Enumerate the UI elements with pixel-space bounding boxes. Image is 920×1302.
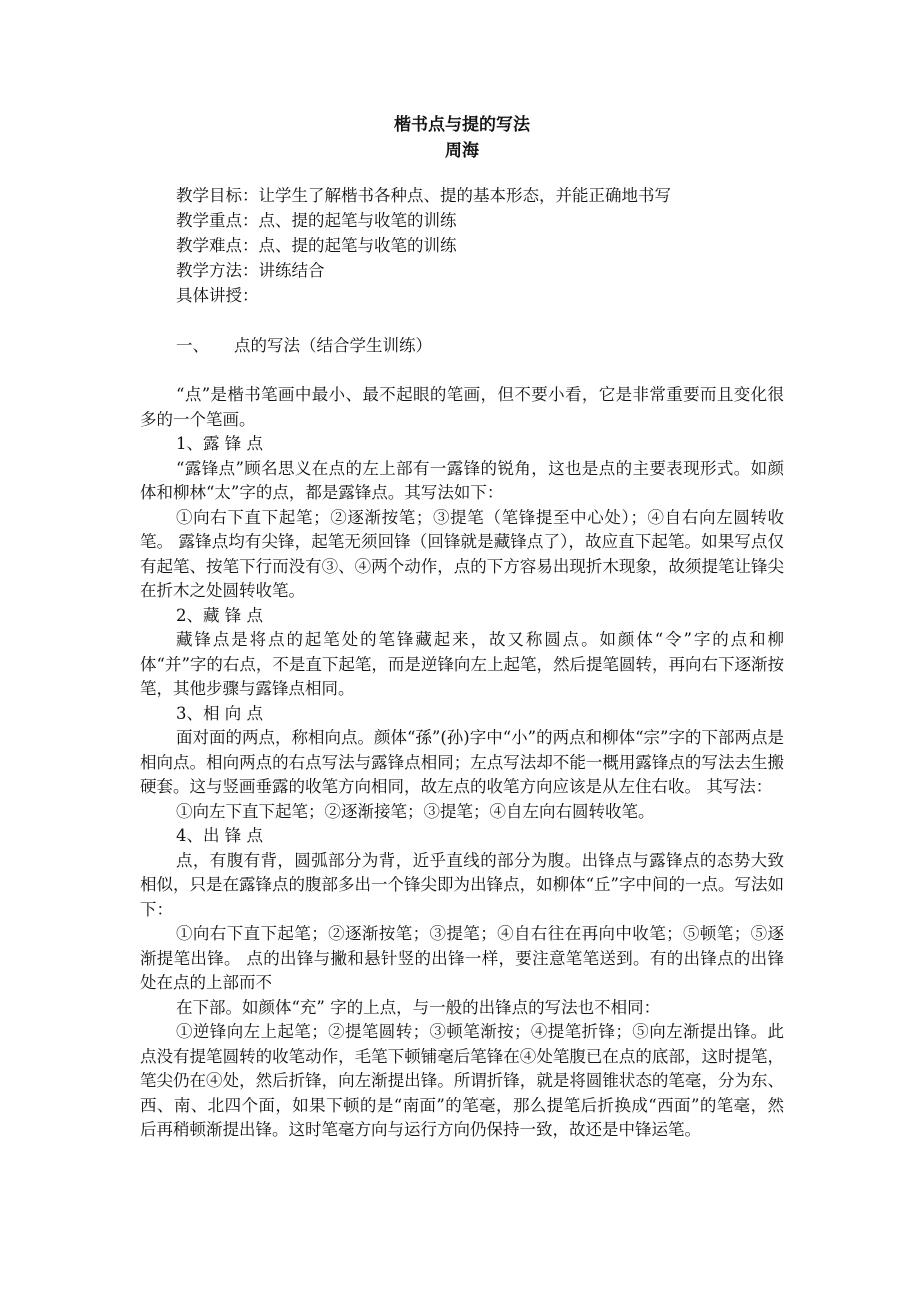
section-title: 点的写法（结合学生训练） <box>234 336 432 355</box>
paragraph: 藏锋点是将点的起笔处的笔锋藏起来，故又称圆点。如颜体“令”字的点和柳体“并”字的右点，不是直下起笔，而是逆锋向左上起笔，然后提笔圆转，再向右下逐渐按笔，其他步骤与露锋点相同。 <box>140 630 784 698</box>
paragraph: ①逆锋向左上起笔；②提笔圆转；③顿笔渐按；④提笔折锋；⑤向左渐提出锋。此点没有提笔圆转的收笔动作，毛笔下顿铺毫后笔锋在④处笔腹已在点的底部，这时提笔，笔尖仍在④处，然后折锋，向左渐提出锋。所谓折锋，就是将圆锥状态的笔毫，分为东、西、南、北四个面，如果下顿的是“南面”的笔毫，那么提笔后折换成“西面”的笔毫，然后再稍顿渐提出锋。这时笔毫方向与运行方向仍保持一致，故还是中锋运笔。 <box>140 1022 784 1139</box>
paragraph: ①向左下直下起笔；②逐渐接笔；③提笔；④自左向右圆转收笔。 <box>176 801 655 821</box>
document-title: 楷书点与提的写法 <box>394 115 530 135</box>
lesson-meta <box>140 183 784 308</box>
paragraph: 点，有腹有背，圆弧部分为背，近乎直线的部分为腹。出锋点与露锋点的态势大致相似，只是在露锋点的腹部多出一个锋尖即为出锋点，如柳体“丘”字中间的一点。写法如下： <box>140 850 784 919</box>
document-page <box>140 112 784 1143</box>
paragraph: 在下部。如颜体“充” 字的上点，与一般的出锋点的写法也不相同： <box>176 997 661 1017</box>
section-heading <box>140 333 784 358</box>
paragraph: ①向右下直下起笔；②逐渐按笔；③提笔（笔锋提至中心处）；④自右向左圆转收笔。 露锋点均有尖锋，起笔无须回锋（回锋就是藏锋点了），故应直下起笔。如果写点仅有起笔、按笔下行而没有③、④两个动作，点的下方容易出现折木现象，故须提笔让锋尖在折木之处圆转收笔。 <box>140 507 784 600</box>
paragraph: 面对面的两点，称相向点。颜体“孫”(孙)字中“小”的两点和柳体“宗”字的下部两点是相向点。相向两点的右点写法与露锋点相同；左点写法却不能一概用露锋点的写法去生搬硬套。这与竖画垂露的收笔方向相同，故左点的收笔方向应该是从左住右收。 其写法： <box>140 728 784 796</box>
subheading-exposed-tip-dot: 1、露 锋 点 <box>176 434 263 453</box>
subheading-outgoing-tip-dot: 4、出 锋 点 <box>176 826 263 845</box>
subheading-facing-dots: 3、相 向 点 <box>176 703 263 723</box>
document-author: 周海 <box>445 141 479 161</box>
paragraph: “露锋点”顾名思义在点的左上部有一露锋的锐角，这也是点的主要表现形式。如颜体和柳林“太”字的点，都是露锋点。其写法如下： <box>140 458 784 502</box>
teaching-difficulty: 教学难点：点、提的起笔与收笔的训练 <box>176 236 457 255</box>
teaching-goal: 教学目标：让学生了解楷书各种点、提的基本形态，并能正确地书写 <box>176 186 671 205</box>
document-body <box>140 383 784 1143</box>
subheading-hidden-tip-dot: 2、藏 锋 点 <box>176 605 263 625</box>
teaching-method: 教学方法：讲练结合 <box>176 261 325 280</box>
paragraph: ①向右下直下起笔；②逐渐按笔；③提笔；④自右往在再向中收笔；⑤顿笔；⑤逐渐提笔出锋。 点的出锋与撇和悬针竖的出锋一样，要注意笔笔送到。有的出锋点的出锋处在点的上部而不 <box>140 924 784 992</box>
section-number: 一、 <box>176 336 209 355</box>
lecture-label: 具体讲授： <box>176 286 259 305</box>
teaching-key-point: 教学重点：点、提的起笔与收笔的训练 <box>176 211 457 230</box>
paragraph-intro: “点”是楷书笔画中最小、最不起眼的笔画，但不要小看，它是非常重要而且变化很多的一个笔画。 <box>140 385 784 429</box>
